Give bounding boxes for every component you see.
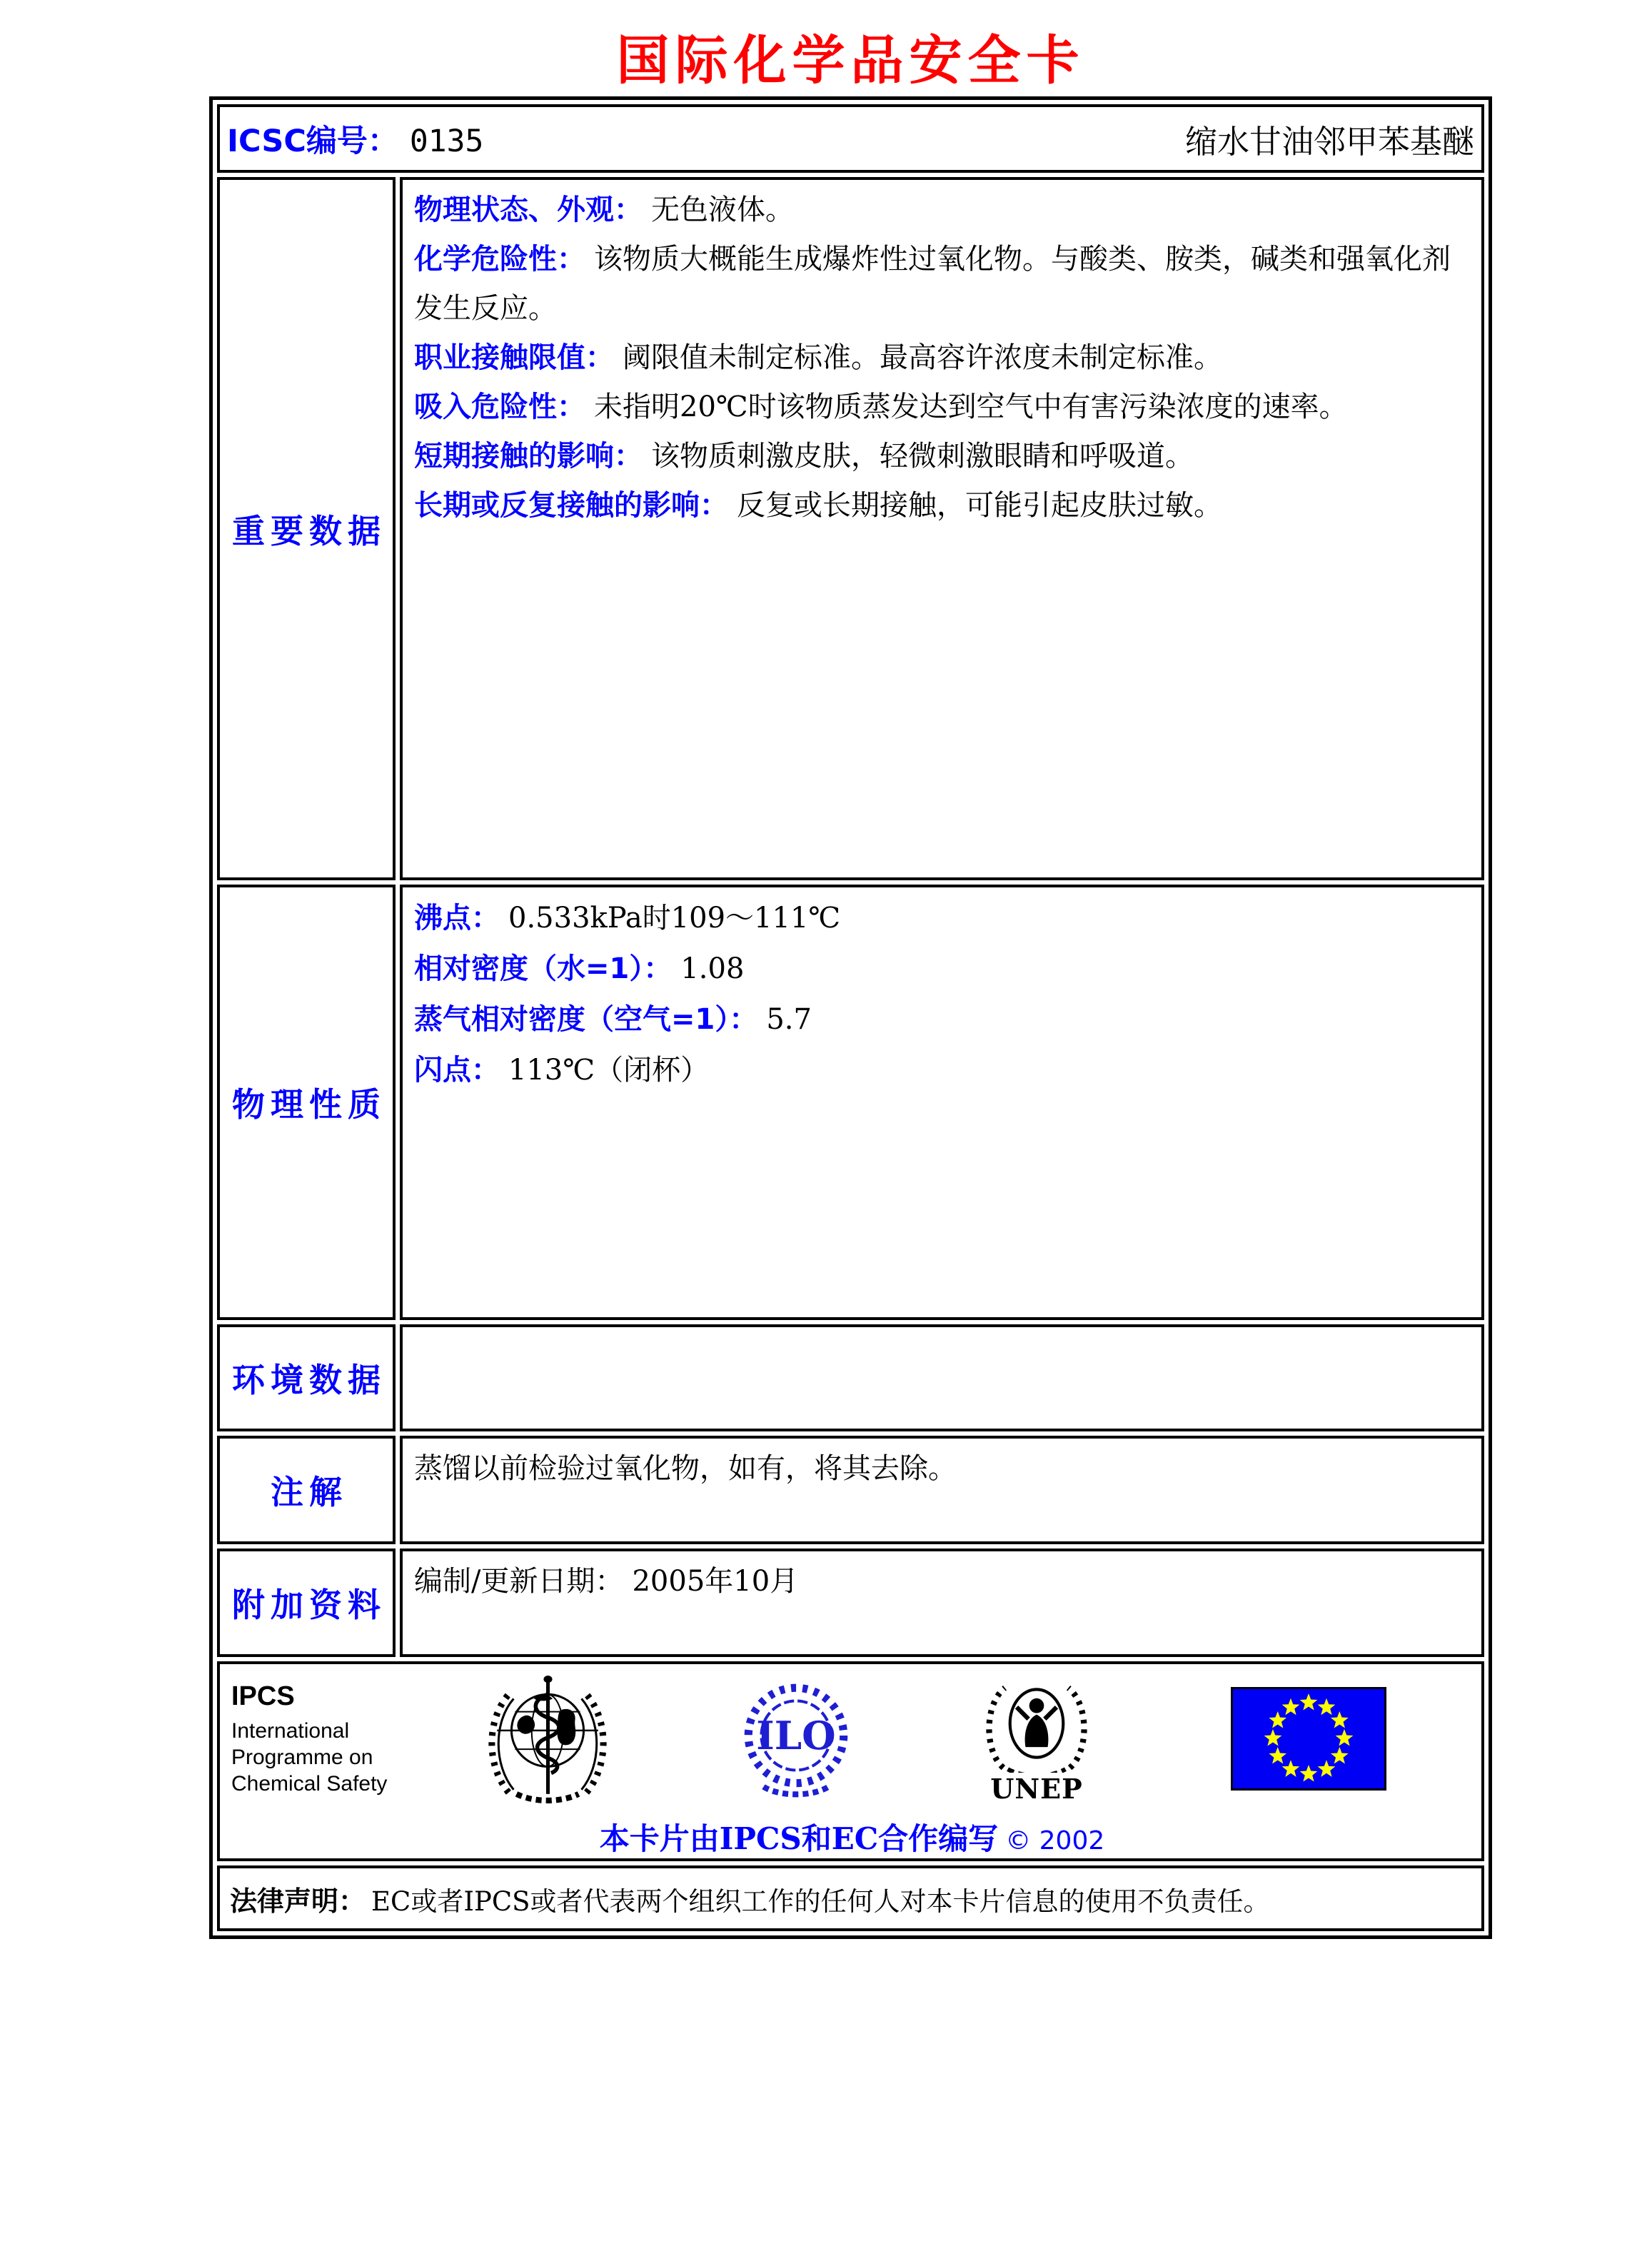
logos-cell — [217, 1661, 1484, 1861]
field-label: 长期或反复接触的影响： — [414, 489, 728, 522]
field-value: 该物质刺激皮肤，轻微刺激眼睛和呼吸道。 — [651, 440, 1194, 473]
field-label: 物理状态、外观： — [414, 193, 643, 226]
field-flash-point — [414, 1045, 1470, 1096]
field-value: 5.7 — [766, 1003, 812, 1036]
field-value: 2005年10月 — [632, 1565, 799, 1598]
important-data-content — [400, 177, 1484, 880]
field-value: 反复或长期接触，可能引起皮肤过敏。 — [737, 489, 1222, 522]
field-value: 113℃（闭杯） — [508, 1054, 710, 1087]
legal-row — [217, 1865, 1484, 1931]
field-label: 相对密度（水=1）： — [414, 952, 673, 985]
environmental-data-content — [400, 1324, 1484, 1431]
field-label: 化学危险性： — [414, 243, 585, 276]
section-label-notes: 注解 — [217, 1436, 396, 1544]
icsc-number-label: ICSC编号： — [227, 123, 398, 159]
important-data-row — [217, 177, 1484, 880]
section-label-additional-info: 附加资料 — [217, 1549, 396, 1657]
field-value: 未指明20℃时该物质蒸发达到空气中有害污染浓度的速率。 — [594, 391, 1348, 423]
additional-info-content — [400, 1549, 1484, 1657]
environmental-data-row — [217, 1324, 1484, 1431]
field-label: 短期接触的影响： — [414, 440, 643, 473]
section-label-physical-properties: 物理性质 — [217, 885, 396, 1320]
copyright-text: © 2002 — [1005, 1826, 1105, 1855]
legal-notice-text: EC或者IPCS或者代表两个组织工作的任何人对本卡片信息的使用不负责任。 — [371, 1885, 1270, 1917]
icsc-number-value: 0135 — [409, 123, 484, 159]
field-label: 职业接触限值： — [414, 341, 614, 374]
field-value: 无色液体。 — [651, 193, 794, 226]
notes-row — [217, 1436, 1484, 1544]
field-value: 1.08 — [680, 952, 745, 985]
field-value: 该物质大概能生成爆炸性过氧化物。与酸类、胺类，碱类和强氧化剂发生反应。 — [414, 243, 1451, 325]
ipcs-logo-text — [231, 1681, 387, 1797]
section-label-environmental-data: 环境数据 — [217, 1324, 396, 1431]
legal-notice-label: 法律声明： — [230, 1885, 366, 1917]
field-value: 0.533kPa时109～111℃ — [508, 902, 841, 935]
ipcs-line-3: Chemical Safety — [231, 1772, 388, 1796]
header-cell — [217, 104, 1484, 173]
field-boiling-point — [414, 893, 1470, 944]
attribution-line — [230, 1816, 1474, 1858]
field-physical-state — [414, 186, 1470, 235]
unep-logo-icon — [974, 1674, 1099, 1805]
attribution-text: 本卡片由IPCS和EC合作编写 — [599, 1821, 999, 1856]
field-long-term-effects — [414, 481, 1470, 530]
field-label: 沸点： — [414, 902, 500, 935]
legal-cell — [217, 1865, 1484, 1931]
physical-properties-content — [400, 885, 1484, 1320]
field-label: 吸入危险性： — [414, 391, 585, 423]
page-title: 国际化学品安全卡 — [616, 30, 1085, 91]
section-label-important-data: 重要数据 — [217, 177, 396, 880]
field-relative-density — [414, 944, 1470, 994]
logos-strip — [230, 1674, 1474, 1814]
ipcs-line-1: International — [231, 1719, 350, 1743]
field-label: 闪点： — [414, 1054, 500, 1087]
logos-row — [217, 1661, 1484, 1861]
field-occupational-limits — [414, 333, 1470, 383]
field-vapor-density — [414, 994, 1470, 1045]
additional-info-row — [217, 1549, 1484, 1657]
field-chemical-danger — [414, 235, 1470, 333]
notes-content — [400, 1436, 1484, 1544]
field-notes-text: 蒸馏以前检验过氧化物，如有，将其去除。 — [414, 1452, 957, 1485]
ipcs-acronym: IPCS — [231, 1681, 295, 1711]
unep-label: UNEP — [990, 1773, 1083, 1805]
field-value: 阈限值未制定标准。最高容许浓度未制定标准。 — [623, 341, 1222, 374]
ilo-logo-icon — [728, 1674, 864, 1807]
ipcs-line-2: Programme on — [231, 1746, 373, 1769]
field-label: 蒸气相对密度（空气=1）： — [414, 1003, 758, 1036]
ilo-letters: ILO — [756, 1713, 836, 1759]
physical-properties-row — [217, 885, 1484, 1320]
field-inhalation-risk — [414, 383, 1470, 432]
header-row — [217, 104, 1484, 173]
chemical-name: 缩水甘油邻甲苯基醚 — [1184, 122, 1474, 161]
field-short-term-effects — [414, 432, 1470, 481]
icsc-number-group — [227, 117, 483, 161]
field-update-date — [414, 1557, 1470, 1606]
icsc-card-table — [209, 96, 1492, 1939]
eu-flag-icon — [1231, 1687, 1386, 1793]
field-label: 编制/更新日期： — [414, 1565, 624, 1598]
who-logo-icon — [480, 1674, 615, 1807]
